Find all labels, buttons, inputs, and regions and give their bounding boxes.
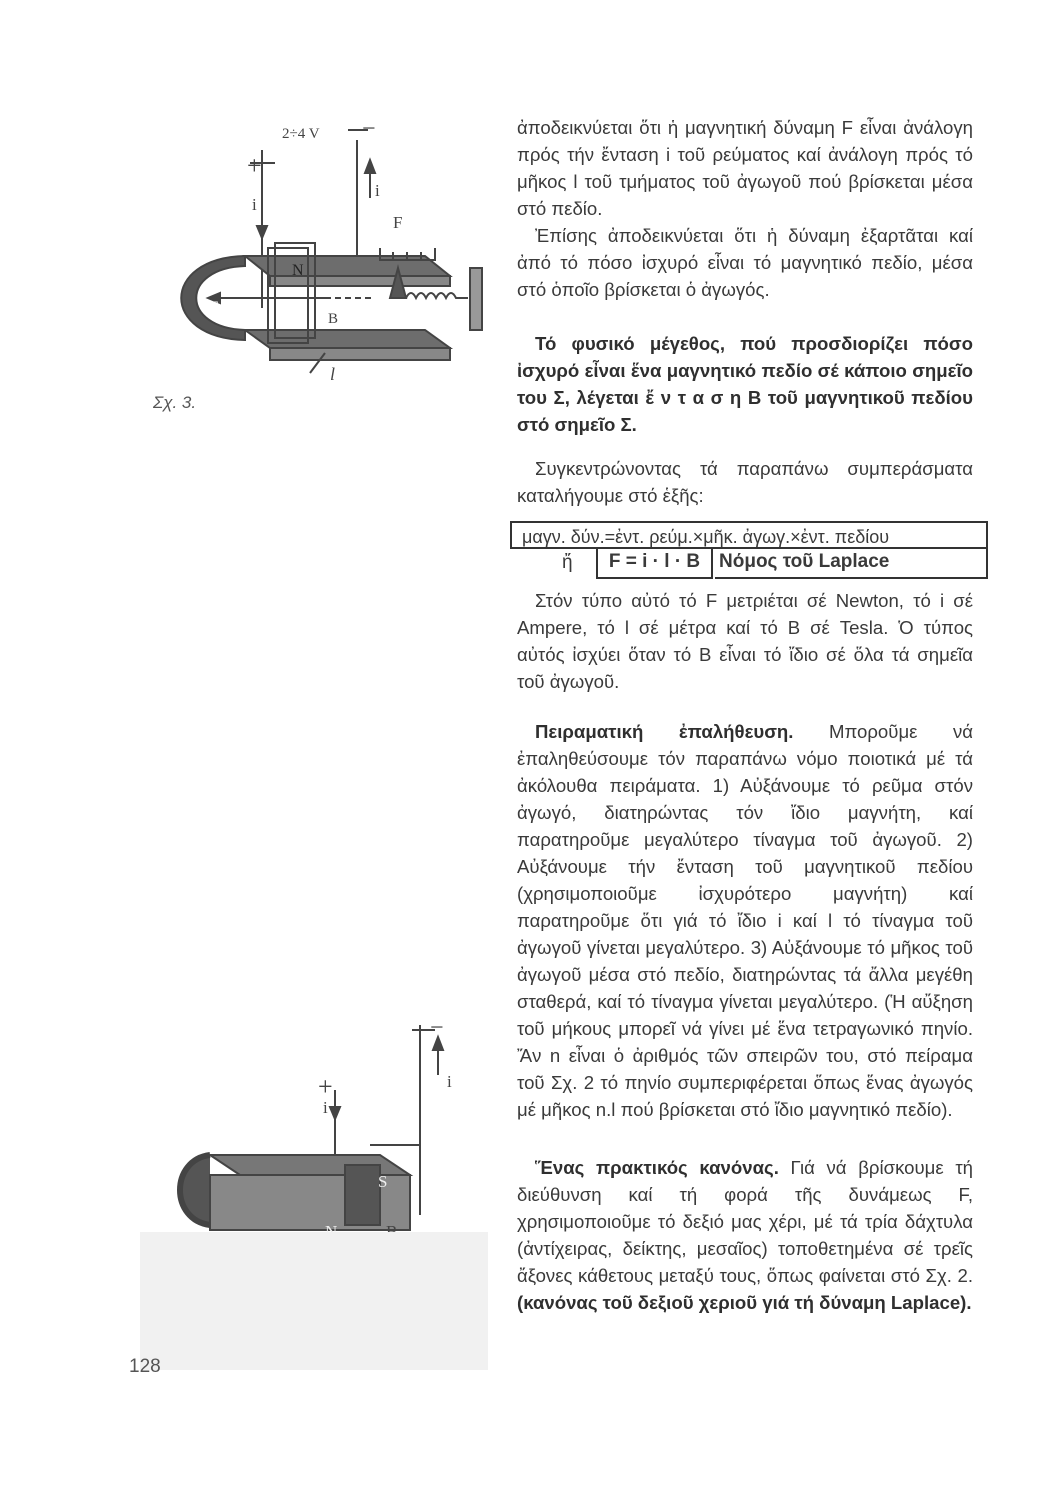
figure-3-diagram xyxy=(150,108,500,388)
paragraph-1-text: ἀποδεικνύεται ὅτι ἡ μαγνητική δύναμη F εἶναι ἀνάλογη πρός τήν ἔνταση i τοῦ ρεύματος καί ἀνάλογη πρός τό μῆκος l τοῦ τμήματος τοῦ ἀγωγοῦ πού βρίσκεται μέσα στό πεδίο. xyxy=(517,117,973,219)
formula-equation: F = i · l · B xyxy=(596,547,713,579)
paragraph-4-text: Στόν τύπο αὐτό τό F μετριέται σέ Newton, τό i σέ Ampere, τό l σέ μέτρα καί τό B σέ Tesla. Ὁ τύπος αὐτός ἰσχύει ὅταν τό B εἶναι τό ἴδιο σέ ὅλα τά σημεῖα τοῦ ἀγωγοῦ. xyxy=(517,590,973,692)
field-label: B xyxy=(328,311,339,327)
length-label: l xyxy=(330,364,336,384)
formula-words: μαγν. δύν.=ἐντ. ρεύμ.×μῆκ. ἀγωγ.×ἐντ. πεδίου xyxy=(510,521,988,549)
paragraph-6 xyxy=(517,1154,973,1316)
voltage-label: 2÷4 V xyxy=(282,126,320,142)
paragraph-4 xyxy=(517,587,973,695)
formula-or: ἤ xyxy=(562,552,573,573)
south-label: S xyxy=(378,1172,388,1191)
current-label-left: i xyxy=(252,195,257,214)
bottom-current-right: i xyxy=(447,1072,452,1091)
bottom-current-left: i xyxy=(323,1098,328,1117)
paragraph-6-text: Γιά νά βρίσκουμε τή διεύθυνση καί τή φορά τῆς δυνάμεως F, χρησιμοποιοῦμε τό δεξιό μας χέρι, μέ τά τρία δάχτυλα (ἀντίχειρας, δείκτης, μεσαῖος) τοποθετημένα σέ τρεῖς ἄξονες κάθετους μεταξύ τους, ὅπως φαίνεται στό Σχ. 2. xyxy=(517,1157,974,1286)
bottom-minus-label: − xyxy=(430,1015,444,1041)
scan-smudge xyxy=(140,1232,488,1370)
figure-3-caption: Σχ. 3. xyxy=(153,393,197,412)
paragraph-5-heading: Πειραματική ἐπαλήθευση. xyxy=(535,721,794,742)
paragraph-5-text: Μποροῦμε νά ἐπαληθεύσουμε τόν παραπάνω νόμο ποιοτικά μέ τά ἀκόλουθα πειράματα. 1) Αὐξάνουμε τό ρεῦμα στόν ἀγωγό, διατηρώντας τόν ἴδιο μαγνήτη, καί παρατηροῦμε μεγαλύτερο τίναγμα τοῦ ἀγωγοῦ. 2) Αὐξάνουμε τήν ἔνταση τοῦ μαγνητικοῦ πεδίου (χρησιμοποιοῦμε ἰσχυρότερο μαγνήτη) καί παρατηροῦμε ὅτι γιά τό ἴδιο i καί l τό τίναγμα τοῦ ἀγωγοῦ γίνεται μεγαλύτερο. 3) Αὐξάνουμε τό μῆκος τοῦ ἀγωγοῦ μέσα στό πεδίο, διατηρώντας τά ἄλλα μεγέθη σταθερά, καί τό τίναγμα γίνεται μεγαλύτερο. (Ἡ αὔξηση τοῦ μήκους μπορεῖ νά γίνει μέ ἕνα τετραγωνικό πηνίο. Ἄν n εἶναι ὁ ἀριθμός τῶν σπειρῶν του, στό πείραμα τοῦ Σχ. 2 τό πηνίο συμπεριφέρεται ὅπως ἕνας ἀγωγός μέ μῆκος n.l πού βρίσκεται στό ἴδιο μαγνητικό πεδίο). xyxy=(517,721,973,1120)
bottom-plus-label: + xyxy=(318,1072,333,1101)
f2-label: F₂ xyxy=(210,299,224,315)
formula-law-name: Νόμος τοῦ Laplace xyxy=(715,547,988,579)
paragraph-1b-text: Ἐπίσης ἀποδεικνύεται ὅτι ἡ δύναμη ἐξαρτᾶται καί ἀπό τό πόσο ἰσχυρό εἶναι τό μαγνητικό πεδίο, μέσα στό ὁποῖο βρίσκεται ὁ ἀγωγός. xyxy=(517,225,973,300)
definition-paragraph xyxy=(517,330,973,438)
paragraph-3 xyxy=(517,455,973,509)
definition-text: Τό φυσικό μέγεθος, πού προσδιορίζει πόσο ἰσχυρό εἶναι ἕνα μαγνητικό πεδίο σέ κάποιο σημεῖο του Σ, λέγεται ἔ ν τ α σ η B τοῦ μαγνητικοῦ πεδίου στό σημεῖο Σ. xyxy=(517,333,973,435)
north-label: N xyxy=(292,262,304,279)
page-number: 128 xyxy=(129,1356,161,1377)
plus-label: + xyxy=(247,151,262,180)
formula-row xyxy=(510,549,988,579)
paragraph-1 xyxy=(517,114,973,303)
figure-bottom-diagram xyxy=(130,1015,490,1245)
paragraph-6-heading: Ἕνας πρακτικός κανόνας. xyxy=(535,1157,779,1178)
formula-box xyxy=(510,521,988,579)
current-label-right: i xyxy=(375,181,380,200)
force-label: F xyxy=(393,213,403,232)
paragraph-3-text: Συγκεντρώνοντας τά παραπάνω συμπεράσματα καταλήγουμε στό ἑξῆς: xyxy=(517,458,973,506)
paragraph-5 xyxy=(517,718,973,1123)
minus-label: − xyxy=(362,116,376,142)
paragraph-6-tail: (κανόνας τοῦ δεξιοῦ χεριοῦ γιά τή δύναμη Laplace). xyxy=(517,1292,972,1313)
